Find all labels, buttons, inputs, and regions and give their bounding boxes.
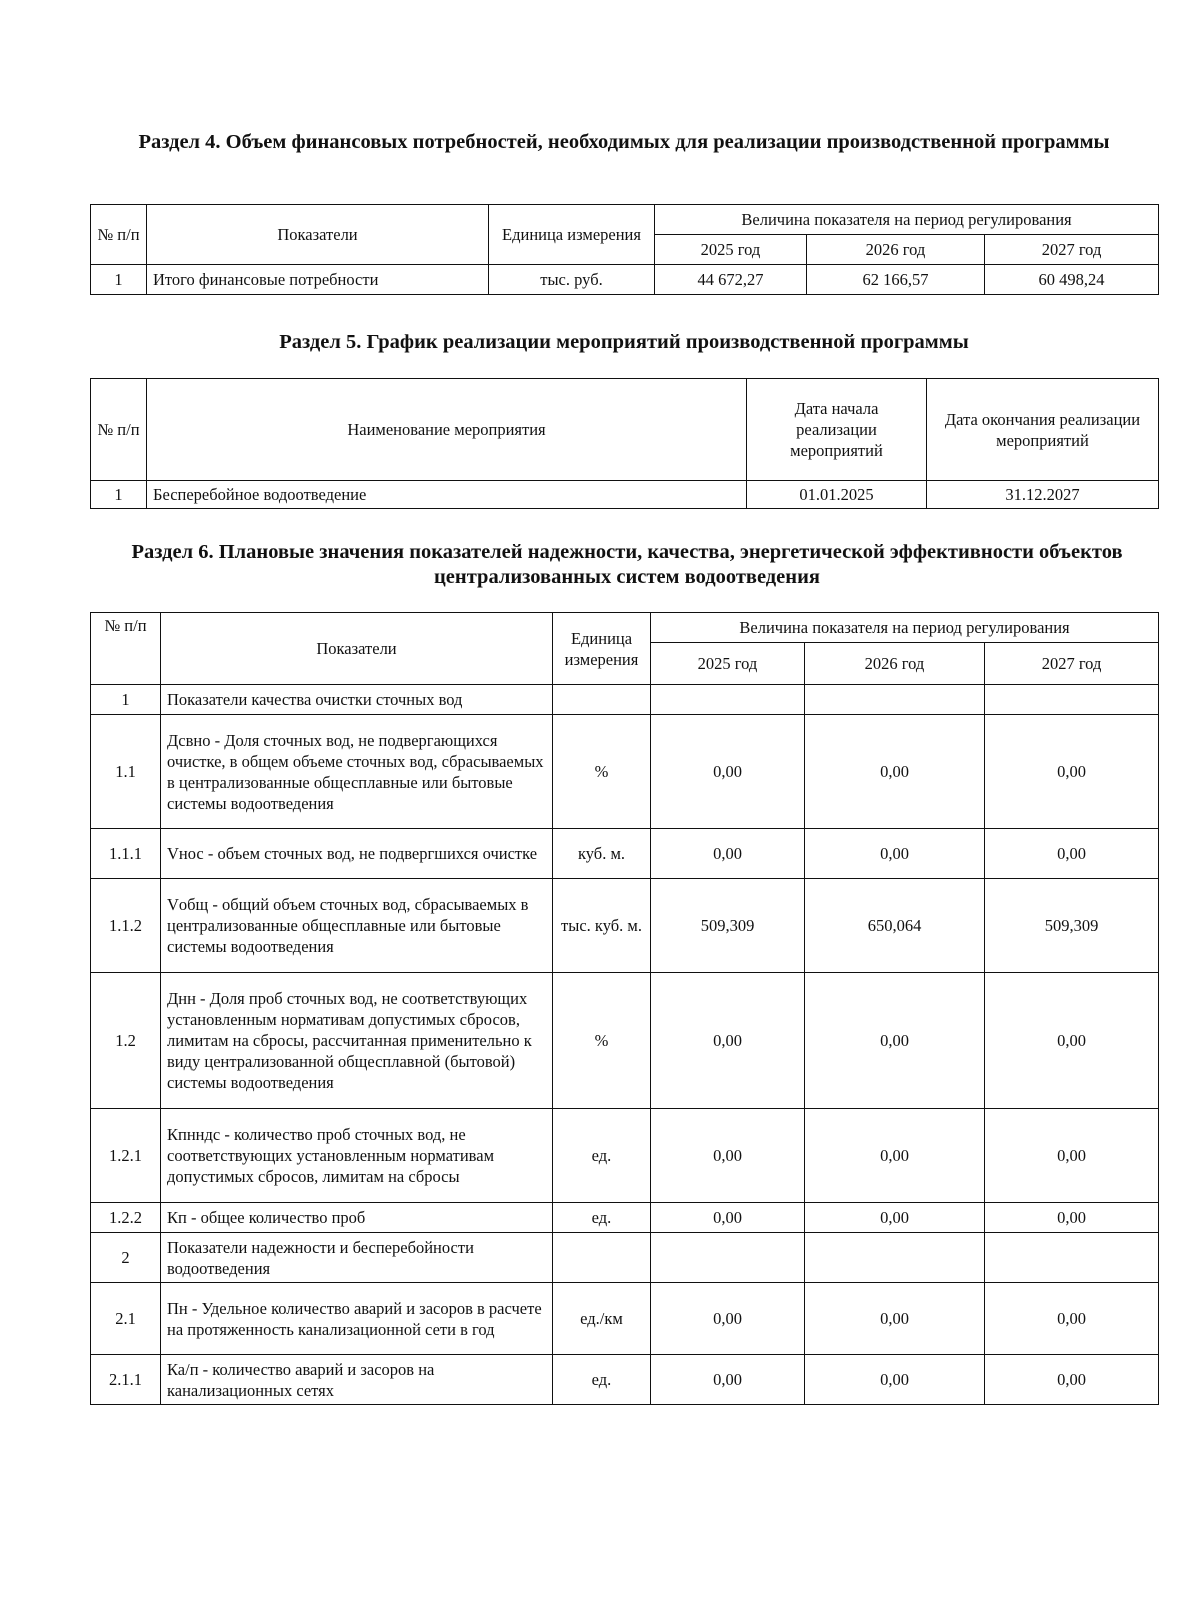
table-row	[91, 1203, 1159, 1233]
section4-title: Раздел 4. Объем финансовых потребностей, необходимых для реализации производственной программы	[138, 131, 1110, 153]
table-row	[91, 879, 1159, 973]
table-row	[91, 715, 1159, 829]
row-num: 1	[91, 481, 147, 509]
row-value-2026: 0,00	[805, 1109, 985, 1203]
row-name: Показатели качества очистки сточных вод	[161, 685, 553, 715]
row-value-2027: 0,00	[985, 715, 1159, 829]
row-unit	[553, 1233, 651, 1283]
row-value-2027: 0,00	[985, 1203, 1159, 1233]
row-name: Днн - Доля проб сточных вод, не соответствующих установленным нормативам допустимых сбросов, лимитам на сбросы, рассчитанная применительно к виду централизованной общесплавной (бытовой) системы водоотведения	[161, 973, 553, 1109]
section5-title: Раздел 5. График реализации мероприятий производственной программы	[279, 331, 969, 353]
row-value-2025: 0,00	[651, 1355, 805, 1405]
row-unit	[553, 685, 651, 715]
row-value-2026: 0,00	[805, 1283, 985, 1355]
row-name: Итого финансовые потребности	[147, 265, 489, 295]
row-num: 1	[91, 685, 161, 715]
row-name: Бесперебойное водоотведение	[147, 481, 747, 509]
row-unit: ед.	[553, 1203, 651, 1233]
row-value-2025: 0,00	[651, 973, 805, 1109]
row-num: 1	[91, 265, 147, 295]
row-name: Кпнндс - количество проб сточных вод, не соответствующих установленным нормативам допустимых сбросов, лимитам на сбросы	[161, 1109, 553, 1203]
row-value-2026: 62 166,57	[807, 265, 985, 295]
header-year-2025: 2025 год	[651, 643, 805, 685]
header-year-2026: 2026 год	[807, 235, 985, 265]
header-event-name: Наименование мероприятия	[147, 379, 747, 481]
header-indicator: Показатели	[161, 613, 553, 685]
header-unit: Единица измерения	[489, 205, 655, 265]
header-period: Величина показателя на период регулирования	[655, 205, 1159, 235]
row-num: 1.2	[91, 973, 161, 1109]
row-num: 1.2.2	[91, 1203, 161, 1233]
row-unit: тыс. куб. м.	[553, 879, 651, 973]
table-row	[91, 685, 1159, 715]
row-value-2026: 0,00	[805, 715, 985, 829]
table-row	[91, 1283, 1159, 1355]
row-unit: ед.	[553, 1109, 651, 1203]
row-name: Кп - общее количество проб	[161, 1203, 553, 1233]
table-row	[91, 1355, 1159, 1405]
row-num: 2.1.1	[91, 1355, 161, 1405]
row-value-2026: 0,00	[805, 829, 985, 879]
section4-table	[90, 204, 1159, 295]
row-value-2025: 0,00	[651, 829, 805, 879]
header-year-2025: 2025 год	[655, 235, 807, 265]
header-unit: Единица измерения	[553, 613, 651, 685]
row-unit: куб. м.	[553, 829, 651, 879]
row-value-2025	[651, 1233, 805, 1283]
row-value-2025: 509,309	[651, 879, 805, 973]
row-value-2025: 0,00	[651, 1203, 805, 1233]
row-num: 2.1	[91, 1283, 161, 1355]
row-value-2026: 0,00	[805, 1355, 985, 1405]
row-value-2027: 0,00	[985, 1355, 1159, 1405]
table-row	[91, 1233, 1159, 1283]
header-num: № п/п	[91, 205, 147, 265]
row-num: 1.1.1	[91, 829, 161, 879]
row-num: 2	[91, 1233, 161, 1283]
header-year-2026: 2026 год	[805, 643, 985, 685]
row-unit: %	[553, 973, 651, 1109]
row-num: 1.1.2	[91, 879, 161, 973]
row-value-2026	[805, 685, 985, 715]
row-value-2026: 0,00	[805, 1203, 985, 1233]
row-name: Ка/п - количество аварий и засоров на канализационных сетях	[161, 1355, 553, 1405]
table-row	[91, 1109, 1159, 1203]
header-num: № п/п	[91, 613, 161, 685]
row-name: Vобщ - общий объем сточных вод, сбрасываемых в централизованные общесплавные или бытовые системы водоотведения	[161, 879, 553, 973]
row-value-2027: 60 498,24	[985, 265, 1159, 295]
row-name: Показатели надежности и бесперебойности водоотведения	[161, 1233, 553, 1283]
table-row	[91, 481, 1159, 509]
row-value-2026: 650,064	[805, 879, 985, 973]
row-end-date: 31.12.2027	[927, 481, 1159, 509]
row-value-2027: 0,00	[985, 1283, 1159, 1355]
header-period: Величина показателя на период регулирования	[651, 613, 1159, 643]
row-unit: %	[553, 715, 651, 829]
row-value-2026	[805, 1233, 985, 1283]
row-name: Пн - Удельное количество аварий и засоров в расчете на протяженность канализационной сети в год	[161, 1283, 553, 1355]
table-row	[91, 973, 1159, 1109]
section5-table	[90, 378, 1159, 509]
row-value-2027: 0,00	[985, 1109, 1159, 1203]
row-value-2027: 0,00	[985, 973, 1159, 1109]
row-value-2027: 509,309	[985, 879, 1159, 973]
row-unit: ед./км	[553, 1283, 651, 1355]
table-row	[91, 265, 1159, 295]
table-row	[91, 829, 1159, 879]
header-end-date: Дата окончания реализации мероприятий	[927, 379, 1159, 481]
section6-title: Раздел 6. Плановые значения показателей надежности, качества, энергетической эффективности объектов централизованных систем водоотведения	[131, 541, 1123, 588]
row-name: Дсвно - Доля сточных вод, не подвергающихся очистке, в общем объеме сточных вод, сбрасываемых в централизованные общесплавные или бытовые системы водоотведения	[161, 715, 553, 829]
row-value-2027	[985, 685, 1159, 715]
header-year-2027: 2027 год	[985, 235, 1159, 265]
header-num: № п/п	[91, 379, 147, 481]
row-value-2025: 0,00	[651, 1109, 805, 1203]
row-value-2025: 0,00	[651, 1283, 805, 1355]
row-unit: тыс. руб.	[489, 265, 655, 295]
row-value-2027: 0,00	[985, 829, 1159, 879]
header-indicator: Показатели	[147, 205, 489, 265]
row-name: Vнос - объем сточных вод, не подвергшихся очистке	[161, 829, 553, 879]
row-num: 1.1	[91, 715, 161, 829]
row-value-2025: 0,00	[651, 715, 805, 829]
header-year-2027: 2027 год	[985, 643, 1159, 685]
header-start-date: Дата начала реализации мероприятий	[747, 379, 927, 481]
row-start-date: 01.01.2025	[747, 481, 927, 509]
row-value-2025	[651, 685, 805, 715]
row-value-2026: 0,00	[805, 973, 985, 1109]
section6-table	[90, 612, 1159, 1405]
row-value-2027	[985, 1233, 1159, 1283]
row-value-2025: 44 672,27	[655, 265, 807, 295]
row-unit: ед.	[553, 1355, 651, 1405]
row-num: 1.2.1	[91, 1109, 161, 1203]
